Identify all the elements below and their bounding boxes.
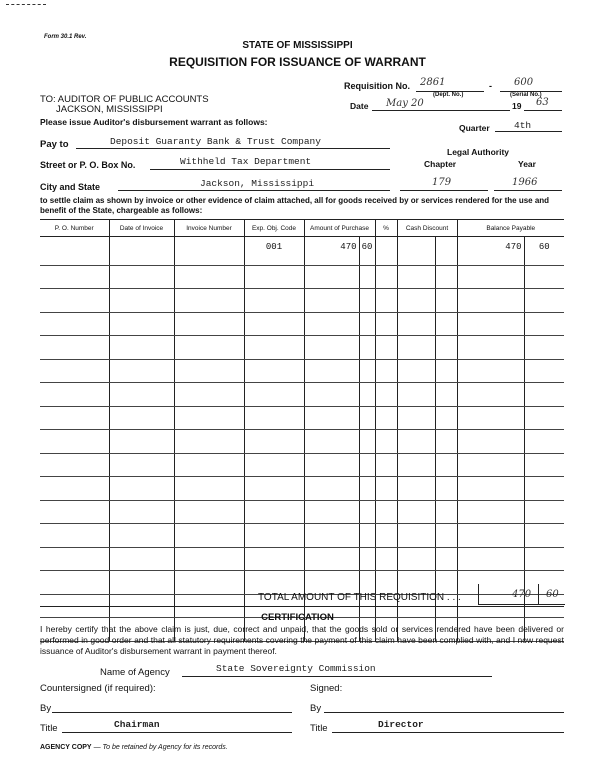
col-po-number: P. O. Number [40, 220, 109, 237]
footer-rest: — To be retained by Agency for its records. [93, 744, 228, 751]
row1-amount-cents: 60 [359, 237, 375, 266]
date-year-line [524, 110, 562, 111]
title-label-left: Title [40, 723, 58, 734]
city-value: Jackson, Mississippi [200, 178, 315, 189]
signed-label: Signed: [310, 683, 343, 694]
legal-authority-label: Legal Authority [447, 147, 510, 157]
footer-note [40, 744, 228, 751]
total-label: TOTAL AMOUNT OF THIS REQUISITION . . . [258, 592, 461, 603]
date-year-value: 63 [536, 97, 549, 108]
total-bottom-rule [40, 606, 564, 607]
table-row [40, 312, 564, 336]
row1-balance-dollars: 470 [457, 237, 524, 266]
col-date-of-invoice: Date of Invoice [109, 220, 174, 237]
state-title: STATE OF MISSISSIPPI [242, 40, 353, 51]
agency-value: State Sovereignty Commission [216, 663, 376, 674]
title-value-right: Director [378, 719, 424, 730]
date-year-prefix: 19 [512, 101, 522, 111]
col-cash-discount: Cash Discount [397, 220, 457, 237]
date-value: May 20 [386, 98, 424, 109]
by-label-right: By [310, 703, 322, 714]
col-amount-of-purchase: Amount of Purchase [304, 220, 375, 237]
instruction: Please issue Auditor's disbursement warrant as follows: [40, 117, 268, 127]
main-title: REQUISITION FOR ISSUANCE OF WARRANT [169, 55, 426, 69]
col-exp-obj-code: Exp. Obj. Code [244, 220, 304, 237]
quarter-value: 4th [514, 120, 532, 131]
chapter-value: 179 [432, 177, 452, 188]
table-row [40, 383, 564, 407]
table-row [40, 500, 564, 524]
row1-amount-dollars: 470 [304, 237, 359, 266]
table-row [40, 237, 564, 266]
table-header [40, 220, 564, 237]
serial-no-caption: (Serial No.) [510, 92, 542, 98]
pay-to-line [76, 148, 390, 149]
by-label-left: By [40, 703, 52, 714]
table-row [40, 406, 564, 430]
title-line-right [332, 732, 564, 733]
table-row [40, 547, 564, 571]
agency-line [182, 676, 492, 677]
form-id: Form 30.1 Rev. [44, 34, 87, 40]
date-label: Date [350, 101, 369, 111]
table-row [40, 359, 564, 383]
dept-no-value: 2861 [420, 77, 446, 88]
total-cents: 60 [546, 589, 559, 600]
table-row [40, 524, 564, 548]
footer-bold: AGENCY COPY [40, 744, 92, 751]
legal-year-value: 1966 [512, 177, 538, 188]
quarter-line [495, 131, 562, 132]
table-row [40, 336, 564, 360]
street-label: Street or P. O. Box No. [40, 160, 136, 170]
table-row [40, 430, 564, 454]
col-invoice-number: Invoice Number [174, 220, 244, 237]
addressee-line1: TO: AUDITOR OF PUBLIC ACCOUNTS [40, 94, 209, 105]
addressee-line2: JACKSON, MISSISSIPPI [56, 104, 163, 115]
requisition-dash: - [489, 81, 492, 91]
claim-text: to settle claim as shown by invoice or other evidence of claim attached, all for goods received by or services rendered for the use and benefit of the State, chargeable as follows: [40, 196, 550, 215]
table-row [40, 289, 564, 313]
table-row [40, 477, 564, 501]
chapter-label: Chapter [424, 159, 457, 169]
quarter-label: Quarter [459, 123, 490, 133]
city-label: City and State [40, 182, 101, 192]
dept-no-caption: (Dept. No.) [433, 92, 464, 98]
col-balance-payable: Balance Payable [457, 220, 564, 237]
title-label-right: Title [310, 723, 328, 734]
total-divider [538, 584, 539, 604]
chapter-line [400, 190, 488, 191]
serial-no-value: 600 [514, 77, 534, 88]
by-line-right [324, 712, 564, 713]
requisition-label: Requisition No. [344, 81, 410, 91]
street-line [150, 169, 390, 170]
pay-to-label: Pay to [40, 139, 69, 150]
countersigned-label: Countersigned (if required): [40, 683, 156, 694]
legal-year-line [494, 190, 562, 191]
legal-year-label: Year [518, 159, 536, 169]
table-row [40, 265, 564, 289]
total-dollars: 470 [512, 589, 532, 600]
row1-balance-cents: 60 [524, 237, 564, 266]
pay-to-value: Deposit Guaranty Bank & Trust Company [110, 136, 321, 147]
city-line [118, 190, 390, 191]
street-value: Withheld Tax Department [180, 156, 312, 167]
claim-table [40, 219, 564, 642]
certification-heading: CERTIFICATION [261, 612, 334, 623]
corner-marks [6, 4, 46, 7]
certification-text: I hereby certify that the above claim is just, due, correct and unpaid, that the goods sold or services rendered have been delivered or performed in good order and that all statutory requirements covering the payment of this claim have been complied with, and I now request issuance of Auditor's disbursement warrant in payment thereof. [40, 624, 564, 656]
title-value-left: Chairman [114, 719, 160, 730]
title-line-left [62, 732, 292, 733]
table-row [40, 453, 564, 477]
date-line [372, 110, 510, 111]
col-percent: % [375, 220, 397, 237]
by-line-left [52, 712, 292, 713]
row1-code: 001 [244, 237, 304, 266]
agency-label: Name of Agency [100, 667, 170, 678]
